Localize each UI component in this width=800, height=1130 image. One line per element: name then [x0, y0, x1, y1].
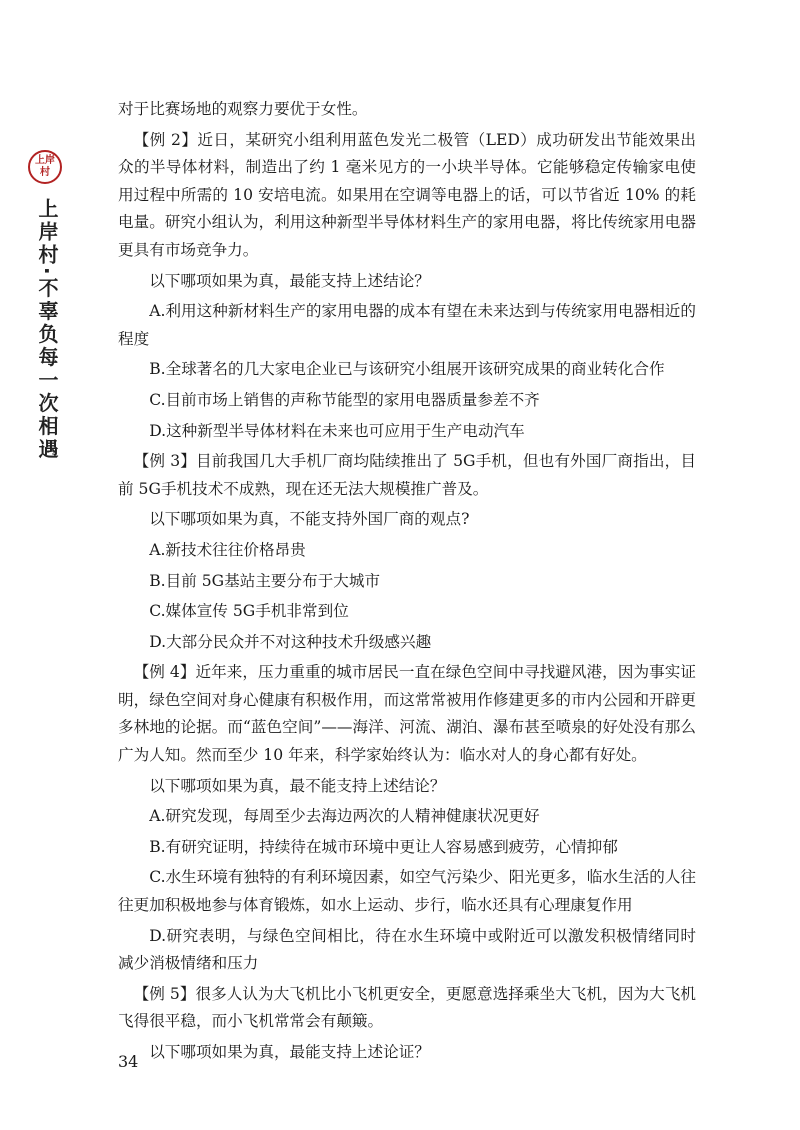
- example-3-option-d: D.大部分民众并不对这种技术升级感兴趣: [149, 632, 432, 651]
- example-2-question: 以下哪项如果为真，最能支持上述结论？: [149, 271, 430, 290]
- example-4-option-a: A.研究发现，每周至少去海边两次的人精神健康状况更好: [149, 807, 540, 826]
- example-2-option-b: B.全球著名的几大家电企业已与该研究小组展开该研究成果的商业转化合作: [149, 360, 665, 379]
- example-4-question: 以下哪项如果为真，最不能支持上述结论？: [149, 776, 446, 795]
- example-3-question: 以下哪项如果为真，不能支持外国厂商的观点?: [149, 510, 470, 529]
- example-4-option-b: B.有研究证明，持续待在城市环境中更让人容易感到疲劳，心情抑郁: [149, 837, 618, 856]
- example-2-stem: 【例 2】近日，某研究小组利用蓝色发光二极管（LED）成功研发出节能效果出众的半导体材料，制造出了约 1 毫米见方的一小块半导体。它能够稳定传输家电使用过程中所需的 10 安培电流。如果用在空调等电器上的话，可以节省近 10% 的耗电量。研究小组认为，利用这种新型半导体材料生产的家用电器，将比传统家用电器更具有市场竞争力。: [118, 130, 696, 259]
- example-3-option-b: B.目前 5G基站主要分布于大城市: [149, 571, 381, 590]
- example-5-question: 以下哪项如果为真，最能支持上述论证？: [149, 1043, 430, 1061]
- brand-logo-seal: [28, 150, 62, 184]
- logo-line-2: 村: [40, 167, 50, 178]
- example-2-option-c: C.目前市场上销售的声称节能型的家用电器质量参差不齐: [149, 390, 540, 409]
- sidebar-brand: [28, 150, 64, 462]
- continuation-text: 对于比赛场地的观察力要优于女性。: [118, 100, 368, 118]
- example-2-option-d: D.这种新型半导体材料在未来也可应用于生产电动汽车: [149, 421, 525, 440]
- example-2-option-a: A.利用这种新材料生产的家用电器的成本有望在未来达到与传统家用电器相近的程度: [118, 302, 696, 348]
- brand-slogan: 上岸村·不辜负每一次相遇: [35, 198, 59, 462]
- logo-line-1: 上岸: [35, 155, 55, 166]
- example-3-stem: 【例 3】目前我国几大手机厂商均陆续推出了 5G手机，但也有外国厂商指出，目前 5G手机技术不成熟，现在还无法大规模推广普及。: [118, 452, 696, 498]
- example-4-option-d: D.研究表明，与绿色空间相比，待在水生环境中或附近可以激发积极情绪同时减少消极情绪和压力: [118, 926, 696, 973]
- example-4-option-c: C.水生环境有独特的有利环境因素，如空气污染少、阳光更多，临水生活的人往往更加积极地参与体育锻炼，如水上运动、步行，临水还具有心理康复作用: [118, 868, 696, 915]
- page-body: [118, 96, 696, 1070]
- brand-logo-text: [30, 155, 60, 179]
- example-3-option-a: A.新技术往往价格昂贵: [149, 540, 306, 559]
- example-3-option-c: C.媒体宣传 5G手机非常到位: [149, 602, 349, 621]
- example-4-stem: 【例 4】近年来，压力重重的城市居民一直在绿色空间中寻找避风港，因为事实证明，绿色空间对身心健康有积极作用，而这常常被用作修建更多的市内公园和开辟更多林地的论据。而“蓝色空间”——海洋、河流、湖泊、瀑布甚至喷泉的好处没有那么广为人知。然而至少 10 年来，科学家始终认为：临水对人的身心都有好处。: [118, 663, 696, 765]
- page-number: 34: [118, 1052, 139, 1071]
- example-5-stem: 【例 5】很多人认为大飞机比小飞机更安全，更愿意选择乘坐大飞机，因为大飞机飞得很平稳，而小飞机常常会有颠簸。: [118, 984, 696, 1031]
